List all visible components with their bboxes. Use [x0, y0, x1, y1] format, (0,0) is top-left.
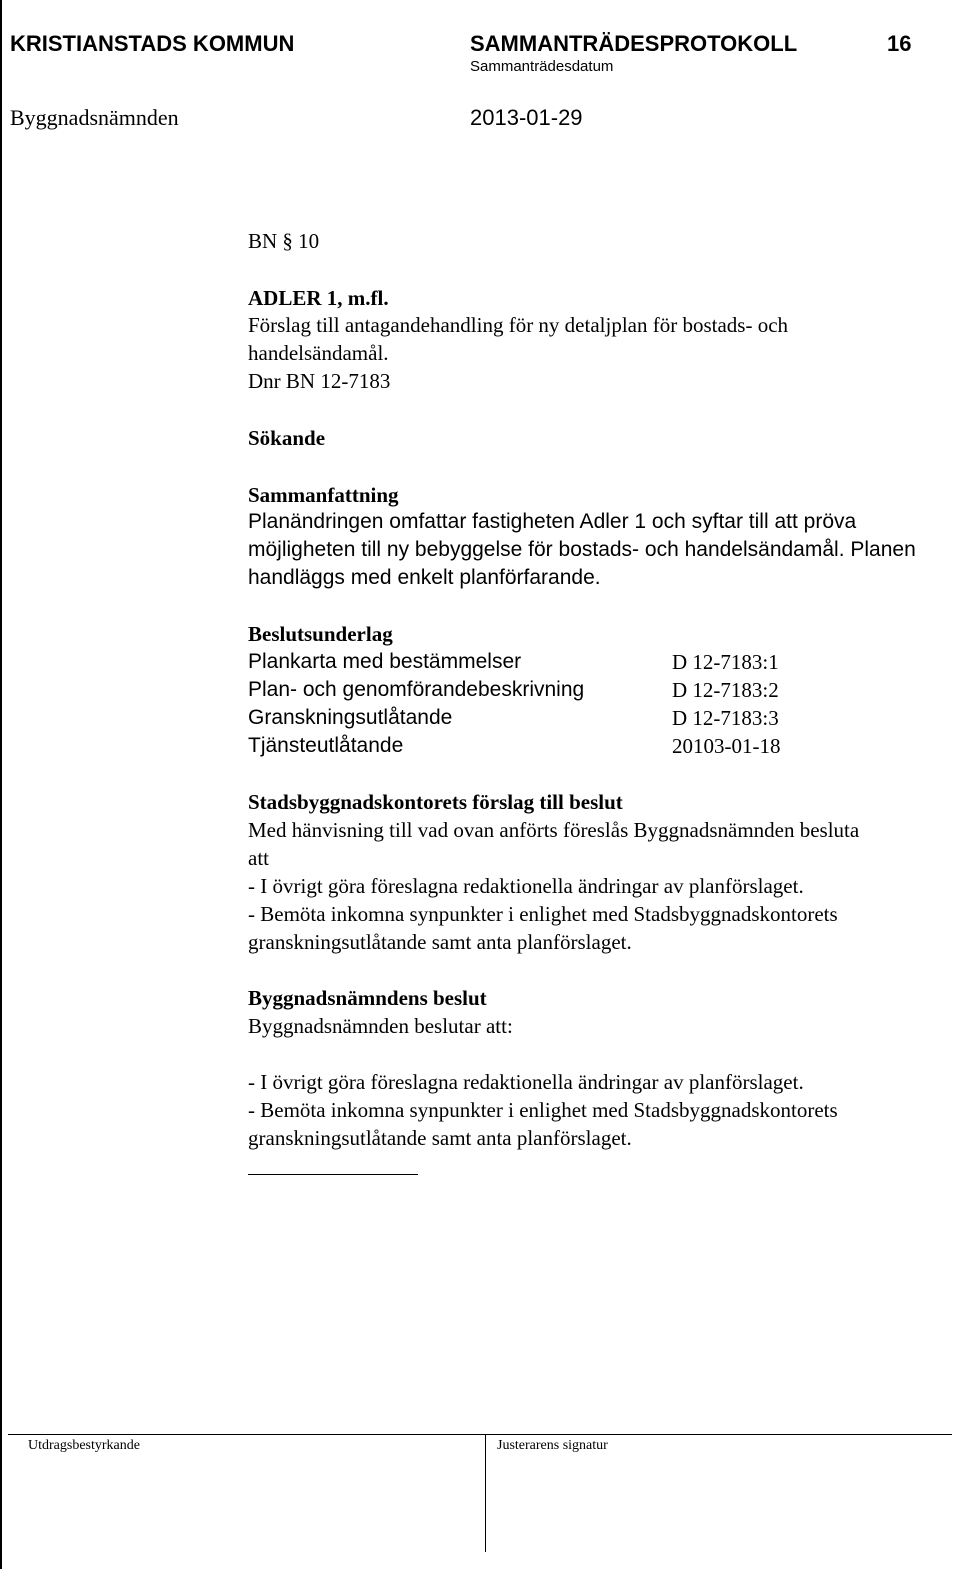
subject-line-2: handelsändamål.	[248, 341, 389, 365]
subject-line-1: Förslag till antagandehandling för ny detaljplan för bostads- och	[248, 313, 789, 337]
adjuster-signature-label: Justerarens signatur	[497, 1438, 608, 1453]
paragraph-number: BN § 10	[248, 229, 320, 253]
page-number: 16	[887, 31, 912, 56]
decision-heading: Byggnadsnämndens beslut	[248, 986, 487, 1010]
summary-line-2: möjligheten till ny bebyggelse för bostads- och handelsändamål. Planen	[248, 538, 916, 561]
applicant-heading: Sökande	[248, 426, 326, 450]
decision-line-3: granskningsutlåtande samt anta planförslaget.	[248, 1126, 632, 1150]
proposal-line-4: - Bemöta inkomna synpunkter i enlighet med Stadsbyggnadskontorets	[248, 902, 838, 926]
dnr-number: Dnr BN 12-7183	[248, 369, 391, 393]
summary-line-1: Planändringen omfattar fastigheten Adler 1 och syftar till att pröva	[248, 510, 857, 533]
decision-line-2: - Bemöta inkomna synpunkter i enlighet med Stadsbyggnadskontorets	[248, 1098, 838, 1122]
end-of-section-line	[248, 1174, 418, 1175]
board-name: Byggnadsnämnden	[10, 105, 179, 130]
footer-divider	[485, 1434, 486, 1552]
property-name: ADLER 1, m.fl.	[248, 286, 389, 310]
certified-extract-label: Utdragsbestyrkande	[28, 1438, 140, 1453]
basis-heading: Beslutsunderlag	[248, 622, 393, 646]
summary-heading: Sammanfattning	[248, 483, 399, 507]
basis-item-name: Plan- och genomförandebeskrivning	[248, 678, 585, 701]
decision-intro: Byggnadsnämnden beslutar att:	[248, 1014, 513, 1038]
basis-item-ref: D 12-7183:2	[672, 678, 779, 702]
meeting-date: 2013-01-29	[470, 105, 583, 130]
decision-line-1: - I övrigt göra föreslagna redaktionella ändringar av planförslaget.	[248, 1070, 804, 1094]
proposal-heading: Stadsbyggnadskontorets förslag till beslut	[248, 790, 623, 814]
proposal-line-1: Med hänvisning till vad ovan anförts föreslås Byggnadsnämnden besluta	[248, 818, 860, 842]
footer-rule	[8, 1434, 952, 1435]
basis-item-name: Plankarta med bestämmelser	[248, 650, 522, 673]
proposal-line-3: - I övrigt göra föreslagna redaktionella ändringar av planförslaget.	[248, 874, 804, 898]
proposal-line-5: granskningsutlåtande samt anta planförslaget.	[248, 930, 632, 954]
page-left-border	[0, 0, 2, 1569]
document-type: SAMMANTRÄDESPROTOKOLL	[470, 31, 798, 56]
basis-item-name: Granskningsutlåtande	[248, 706, 453, 729]
organization-name: KRISTIANSTADS KOMMUN	[10, 31, 295, 56]
basis-item-ref: 20103-01-18	[672, 734, 781, 758]
basis-item-ref: D 12-7183:1	[672, 650, 779, 674]
basis-item-ref: D 12-7183:3	[672, 706, 779, 730]
proposal-line-2: att	[248, 846, 269, 870]
date-label: Sammanträdesdatum	[470, 58, 614, 75]
basis-item-name: Tjänsteutlåtande	[248, 734, 404, 757]
summary-line-3: handläggs med enkelt planförfarande.	[248, 566, 601, 589]
